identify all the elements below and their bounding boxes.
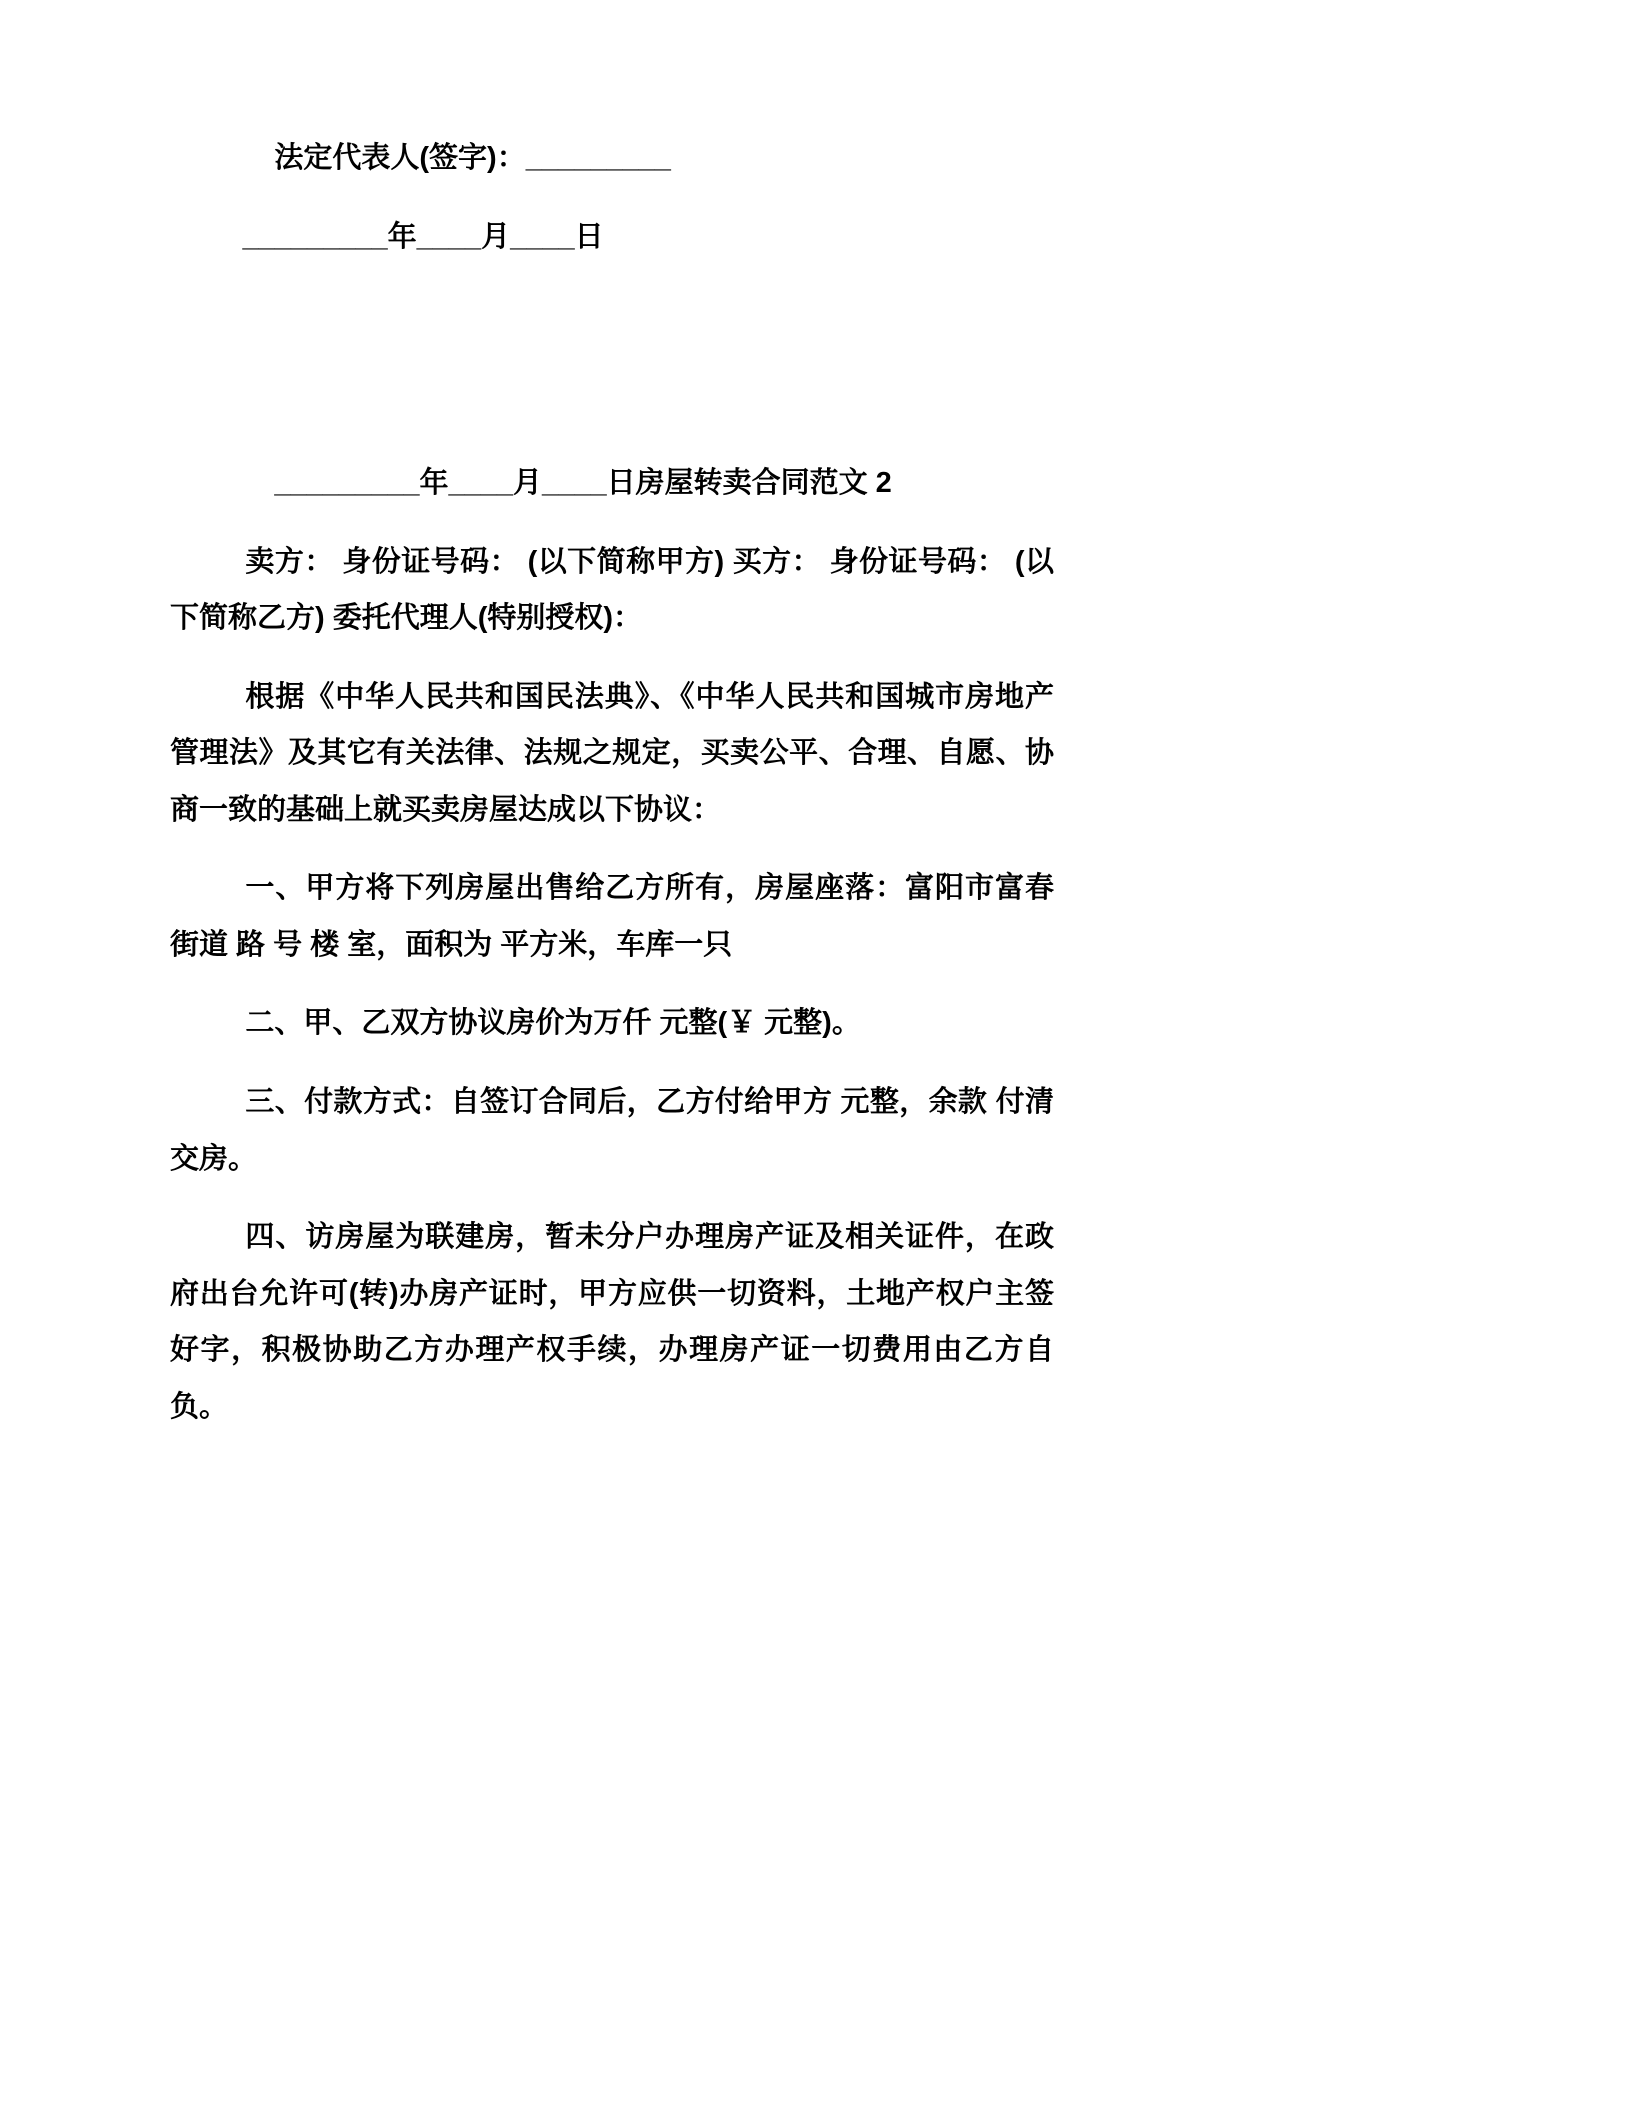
paragraph-body: 卖方： 身份证号码： (以下简称甲方) 买方： 身份证号码： (以下简称乙方) 委托代理人(特别授权)： xyxy=(170,545,1054,635)
paragraph-date: _________年____月____日 xyxy=(242,220,604,253)
paragraph-body: 四、访房屋为联建房，暂未分户办理房产证及相关证件，在政府出台允许可(转)办房产证时，甲方应供一切资料，土地产权户主签好字，积极协助乙方办理产权手续，办理房产证一切费用由乙方自负。 xyxy=(170,1221,1054,1423)
paragraph-signature: 法定代表人(签字)：_________ xyxy=(274,142,671,174)
paragraph-body: 三、付款方式：自签订合同后，乙方付给甲方 元整，余款 付清交房。 xyxy=(170,1086,1054,1175)
paragraph-body: 一、甲方将下列房屋出售给乙方所有，房屋座落：富阳市富春街道 路 号 楼 室，面积为 平方米，车库一只 xyxy=(170,872,1054,961)
document-content xyxy=(170,130,1054,1435)
paragraph-body: 二、甲、乙双方协议房价为万仟 元整(￥ 元整)。 xyxy=(245,1007,861,1040)
paragraph-body: 根据《中华人民共和国民法典》、《中华人民共和国城市房地产管理法》及其它有关法律、法规之规定，买卖公平、合理、自愿、协商一致的基础上就买卖房屋达成以下协议： xyxy=(170,680,1054,826)
paragraph-title: _________年____月____日房屋转卖合同范文 2 xyxy=(274,467,892,500)
